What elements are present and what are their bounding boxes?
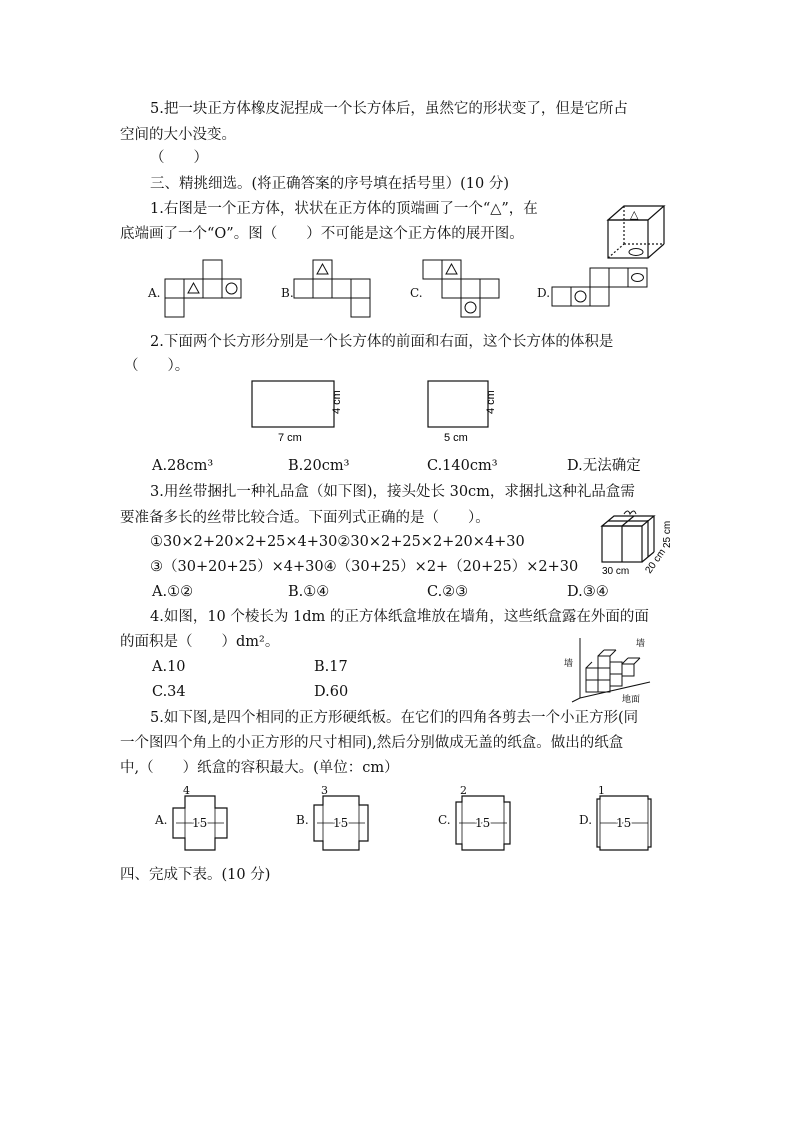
q4-choice-d[interactable]: D.60 xyxy=(314,684,349,700)
q5-line1: 5.如下图,是四个相同的正方形硬纸板。在它们的四角各剪去一个小正方形(同 xyxy=(150,710,639,726)
q5-board-b[interactable] xyxy=(310,786,372,856)
q1-line2: 底端画了一个“O”。图（ ）不可能是这个正方体的展开图。 xyxy=(120,226,524,242)
q3-choice-a[interactable]: A.①② xyxy=(152,584,194,600)
q5-option-label: D. xyxy=(579,813,593,827)
q2-choice-c[interactable]: C.140cm³ xyxy=(427,458,498,474)
rect2-width-label: 5 cm xyxy=(444,432,468,444)
q5-board-c[interactable] xyxy=(452,786,514,856)
q1-net-c[interactable] xyxy=(421,258,503,320)
circle-icon xyxy=(632,274,644,282)
q4-choice-a[interactable]: A.10 xyxy=(152,659,186,675)
q2-line1: 2.下面两个长方形分别是一个长方体的前面和右面，这个长方体的体积是 xyxy=(150,334,614,350)
circle-icon xyxy=(226,283,237,294)
q3-line3: ①30×2+20×2+25×4+30②30×2+25×2+20×4+30 xyxy=(150,534,525,550)
section4-title: 四、完成下表。(10 分) xyxy=(120,867,271,883)
q3-dim-width: 20 cm xyxy=(643,547,669,576)
cut-size-label: 1 xyxy=(598,786,605,797)
q5-board-d[interactable] xyxy=(593,786,655,856)
q1-option-b-label: B. xyxy=(281,286,294,300)
q2-rect-right xyxy=(424,378,514,446)
side-length-label: 15 xyxy=(333,816,349,830)
side-length-label: 15 xyxy=(475,816,491,830)
rect2-height-label: 4 cm xyxy=(485,390,497,414)
q3-gift-box xyxy=(598,508,674,578)
q4-stacked-boxes xyxy=(560,634,660,704)
q2-choice-d[interactable]: D.无法确定 xyxy=(567,458,641,474)
q4-choice-c[interactable]: C.34 xyxy=(152,684,186,700)
q4-line1: 4.如图，10 个棱长为 1dm 的正方体纸盒堆放在墙角，这些纸盒露在外面的面 xyxy=(150,609,649,625)
cut-size-label: 3 xyxy=(321,786,328,797)
q4-line2: 的面积是（ ）dm²。 xyxy=(120,634,280,650)
triangle-icon xyxy=(188,283,199,293)
q4-choice-b[interactable]: B.17 xyxy=(314,659,348,675)
floor-label: 地面 xyxy=(622,695,641,704)
q3-dim-length: 30 cm xyxy=(602,566,630,577)
judge-q5-line1: 5.把一块正方体橡皮泥捏成一个长方体后，虽然它的形状变了，但是它所占 xyxy=(150,101,628,117)
q3-choice-d[interactable]: D.③④ xyxy=(567,584,609,600)
side-length-label: 15 xyxy=(192,816,208,830)
q5-line2: 一个图四个角上的小正方形的尺寸相同),然后分别做成无盖的纸盒。做出的纸盒 xyxy=(120,735,624,751)
cut-size-label: 2 xyxy=(460,786,467,797)
q3-line2: 要准备多长的丝带比较合适。下面列式正确的是（ ）。 xyxy=(120,510,490,526)
q5-line3: 中,（ ）纸盒的容积最大。(单位：cm） xyxy=(120,760,399,776)
circle-icon xyxy=(575,291,586,302)
cube-circle-icon xyxy=(629,249,643,256)
q2-rect-front xyxy=(248,378,348,446)
q1-option-d-label: D. xyxy=(537,286,551,300)
bow-icon xyxy=(624,511,636,514)
q3-line1: 3.用丝带捆扎一种礼品盒（如下图)，接头处长 30cm，求捆扎这种礼品盒需 xyxy=(150,484,635,500)
judge-q5-answer-blank[interactable]: （ ） xyxy=(150,150,208,166)
wall-label-left: 墙 xyxy=(564,659,574,669)
q3-dim-height: 25 cm xyxy=(662,520,673,548)
rect1-height-label: 4 cm xyxy=(331,390,343,414)
cut-size-label: 4 xyxy=(183,786,190,797)
judge-q5-line2: 空间的大小没变。 xyxy=(120,127,236,143)
circle-icon xyxy=(465,302,476,313)
rect1-width-label: 7 cm xyxy=(278,432,302,444)
q5-option-label: B. xyxy=(296,813,309,827)
q1-net-b[interactable] xyxy=(292,258,374,320)
side-length-label: 15 xyxy=(616,816,632,830)
q3-choice-c[interactable]: C.②③ xyxy=(427,584,469,600)
q1-net-d[interactable] xyxy=(550,266,654,310)
q1-cube-figure xyxy=(600,198,674,262)
q1-option-a-label: A. xyxy=(148,286,161,300)
q1-option-c-label: C. xyxy=(410,286,423,300)
triangle-icon xyxy=(446,264,457,274)
triangle-icon xyxy=(317,264,328,274)
q2-line2: （ ）。 xyxy=(124,358,190,374)
q3-line4: ③（30+20+25）×4+30④（30+25）×2+（20+25）×2+30 xyxy=(150,559,579,575)
cube-triangle-icon: △ xyxy=(630,208,639,221)
q1-line1: 1.右图是一个正方体，状状在正方体的顶端画了一个“△”，在 xyxy=(150,201,538,217)
q5-option-label: A. xyxy=(155,813,168,827)
q5-board-a[interactable] xyxy=(169,786,231,856)
q2-choice-b[interactable]: B.20cm³ xyxy=(288,458,350,474)
q1-net-a[interactable] xyxy=(163,258,245,320)
q2-choice-a[interactable]: A.28cm³ xyxy=(152,458,214,474)
wall-label-right: 墙 xyxy=(636,639,646,649)
q5-option-label: C. xyxy=(438,813,451,827)
section3-title: 三、精挑细选。(将正确答案的序号填在括号里）(10 分) xyxy=(150,176,510,192)
q3-choice-b[interactable]: B.①④ xyxy=(288,584,330,600)
